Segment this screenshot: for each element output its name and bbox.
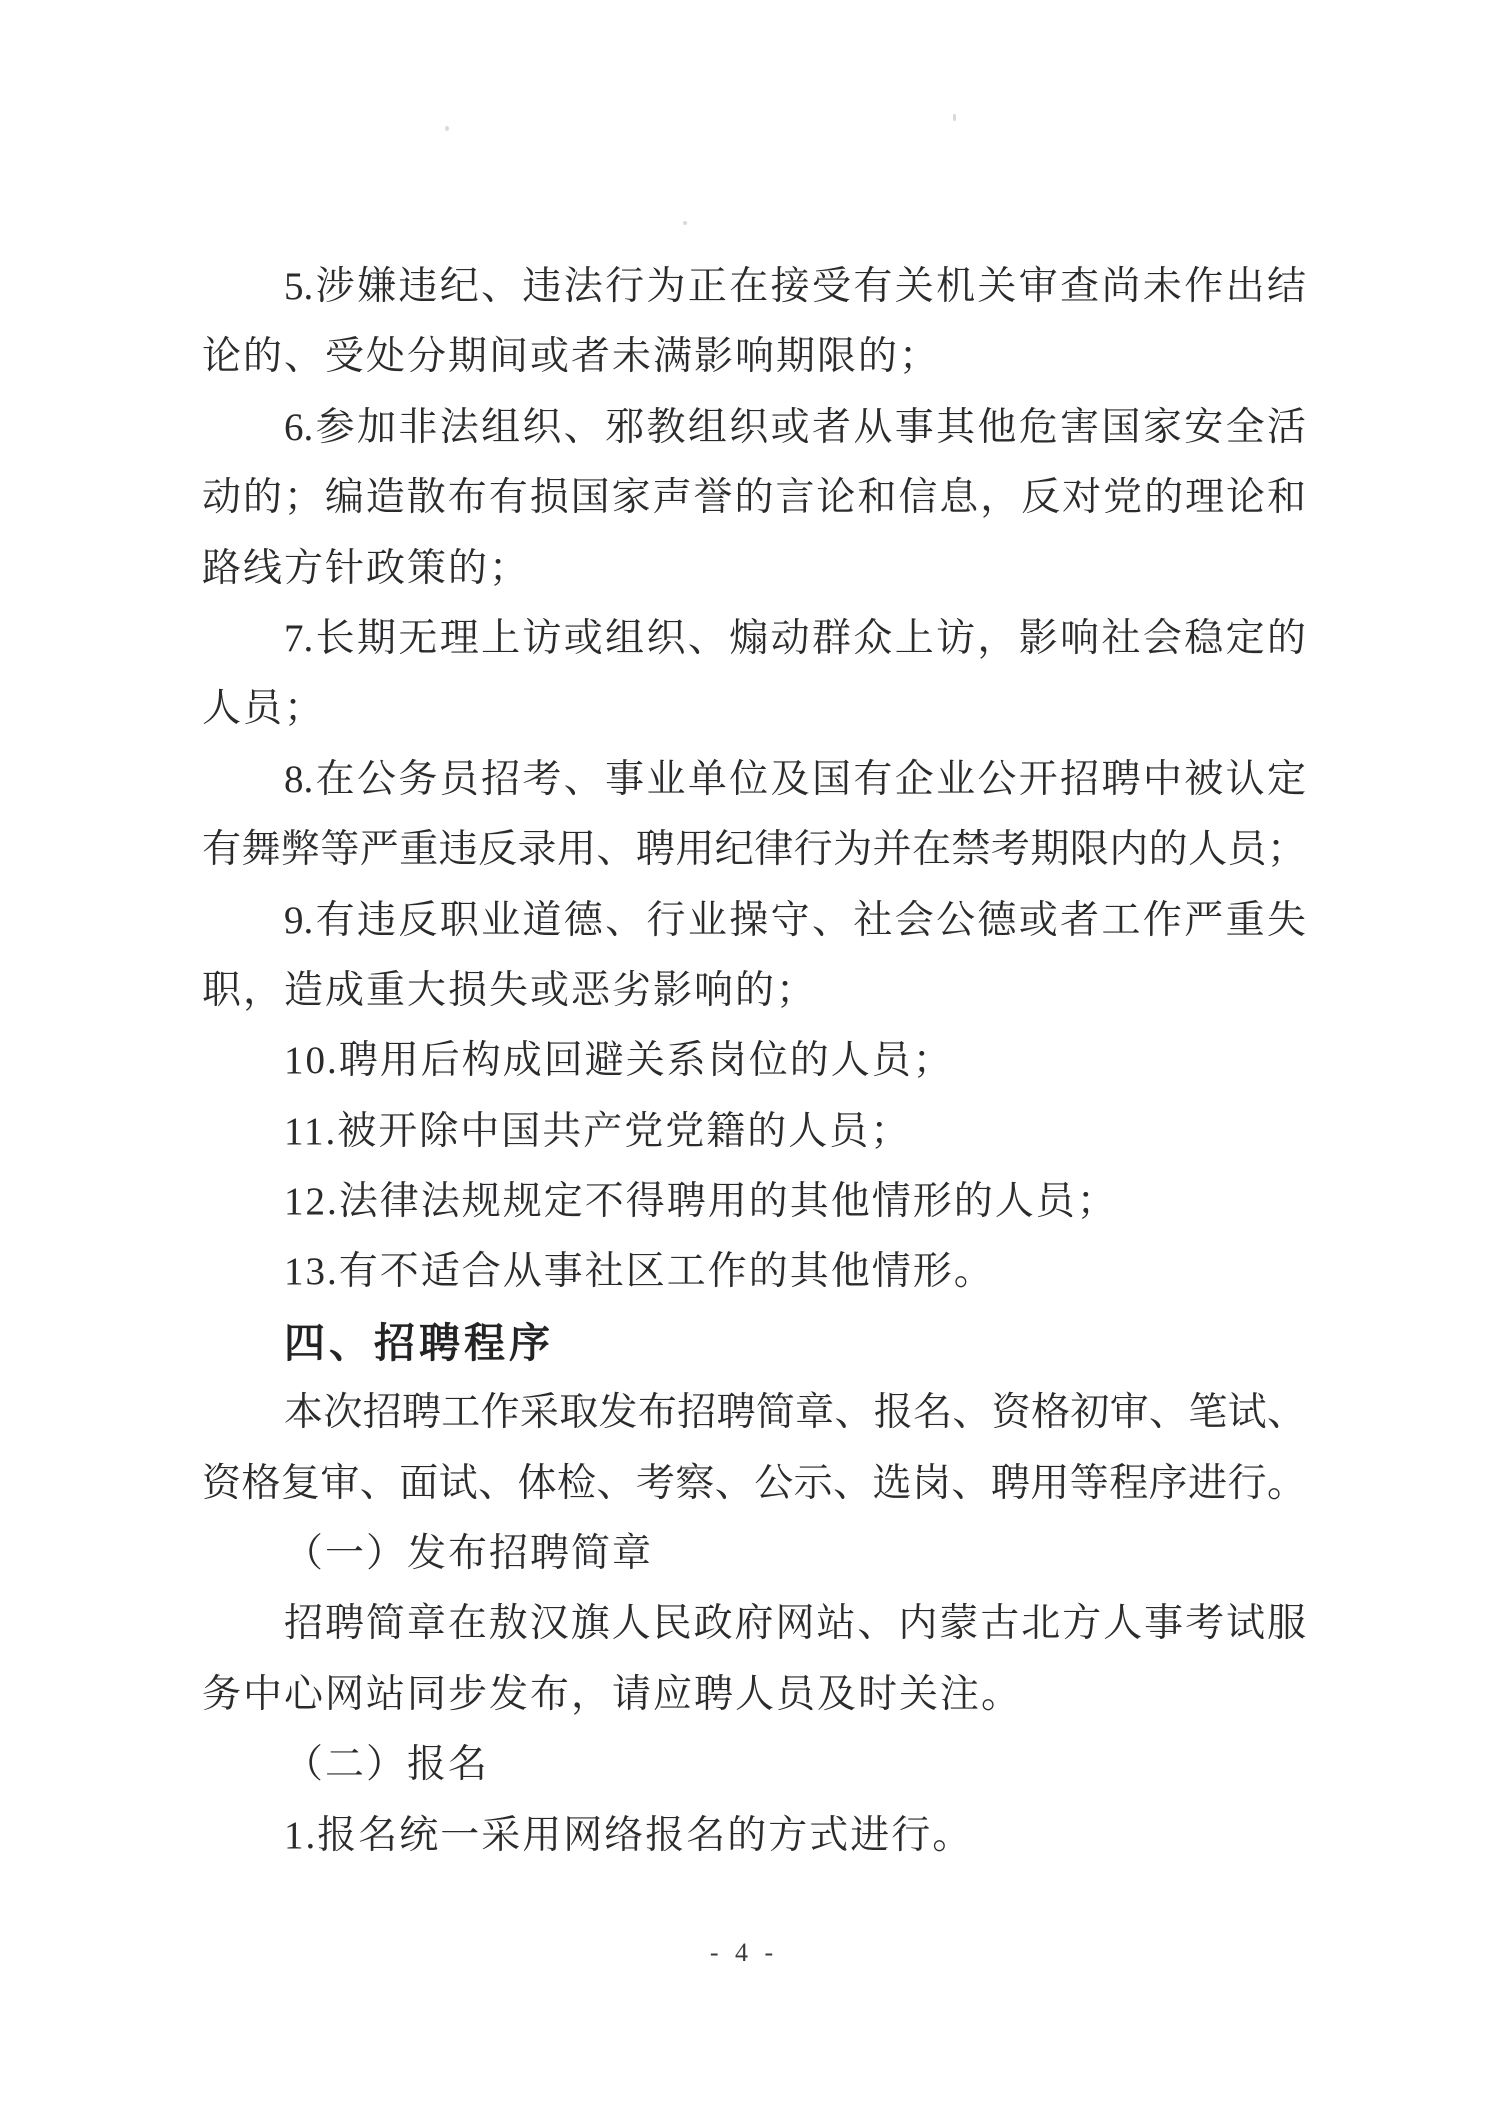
section-heading: 四、招聘程序 [284, 1319, 554, 1366]
text-line: 10.聘用后构成回避关系岗位的人员； [284, 1039, 954, 1083]
scan-speck [953, 114, 956, 121]
text-line: 人员； [202, 687, 326, 731]
text-line: 13.有不适合从事社区工作的其他情形。 [284, 1250, 995, 1294]
text-line: 7.长期无理上访或组织、煽动群众上访，影响社会稳定的 [284, 616, 1306, 660]
text-line: 务中心网站同步发布，请应聘人员及时关注。 [202, 1672, 1023, 1716]
text-line: 1.报名统一采用网络报名的方式进行。 [284, 1813, 974, 1857]
text-line: 论的、受处分期间或者未满影响期限的； [202, 335, 941, 379]
subsection-heading: （二）报名 [284, 1743, 490, 1787]
text-line: 有舞弊等严重违反录用、聘用纪律行为并在禁考期限内的人员； [202, 828, 1306, 872]
text-line: 11.被开除中国共产党党籍的人员； [284, 1109, 912, 1153]
text-line: 招聘简章在敖汉旗人民政府网站、内蒙古北方人事考试服 [284, 1602, 1306, 1646]
text-line: 资格复审、面试、体检、考察、公示、选岗、聘用等程序进行。 [202, 1461, 1306, 1505]
text-line: 本次招聘工作采取发布招聘简章、报名、资格初审、笔试、 [284, 1391, 1306, 1435]
document-body [202, 252, 1306, 1871]
text-line: 12.法律法规规定不得聘用的其他情形的人员； [284, 1180, 1118, 1224]
scan-speck [683, 221, 687, 225]
text-line: 8.在公务员招考、事业单位及国有企业公开招聘中被认定 [284, 757, 1306, 801]
text-line: 路线方针政策的； [202, 546, 531, 590]
text-line: 动的；编造散布有损国家声誉的言论和信息，反对党的理论和 [202, 476, 1306, 520]
page-number: - 4 - [709, 1938, 779, 1967]
text-line: 9.有违反职业道德、行业操守、社会公德或者工作严重失 [284, 898, 1306, 942]
text-line: 职，造成重大损失或恶劣影响的； [202, 968, 818, 1012]
text-line: 5.涉嫌违纪、违法行为正在接受有关机关审查尚未作出结 [284, 265, 1306, 308]
text-line: 6.参加非法组织、邪教组织或者从事其他危害国家安全活 [284, 405, 1306, 449]
scan-speck [445, 126, 449, 131]
subsection-heading: （一）发布招聘简章 [284, 1532, 654, 1576]
